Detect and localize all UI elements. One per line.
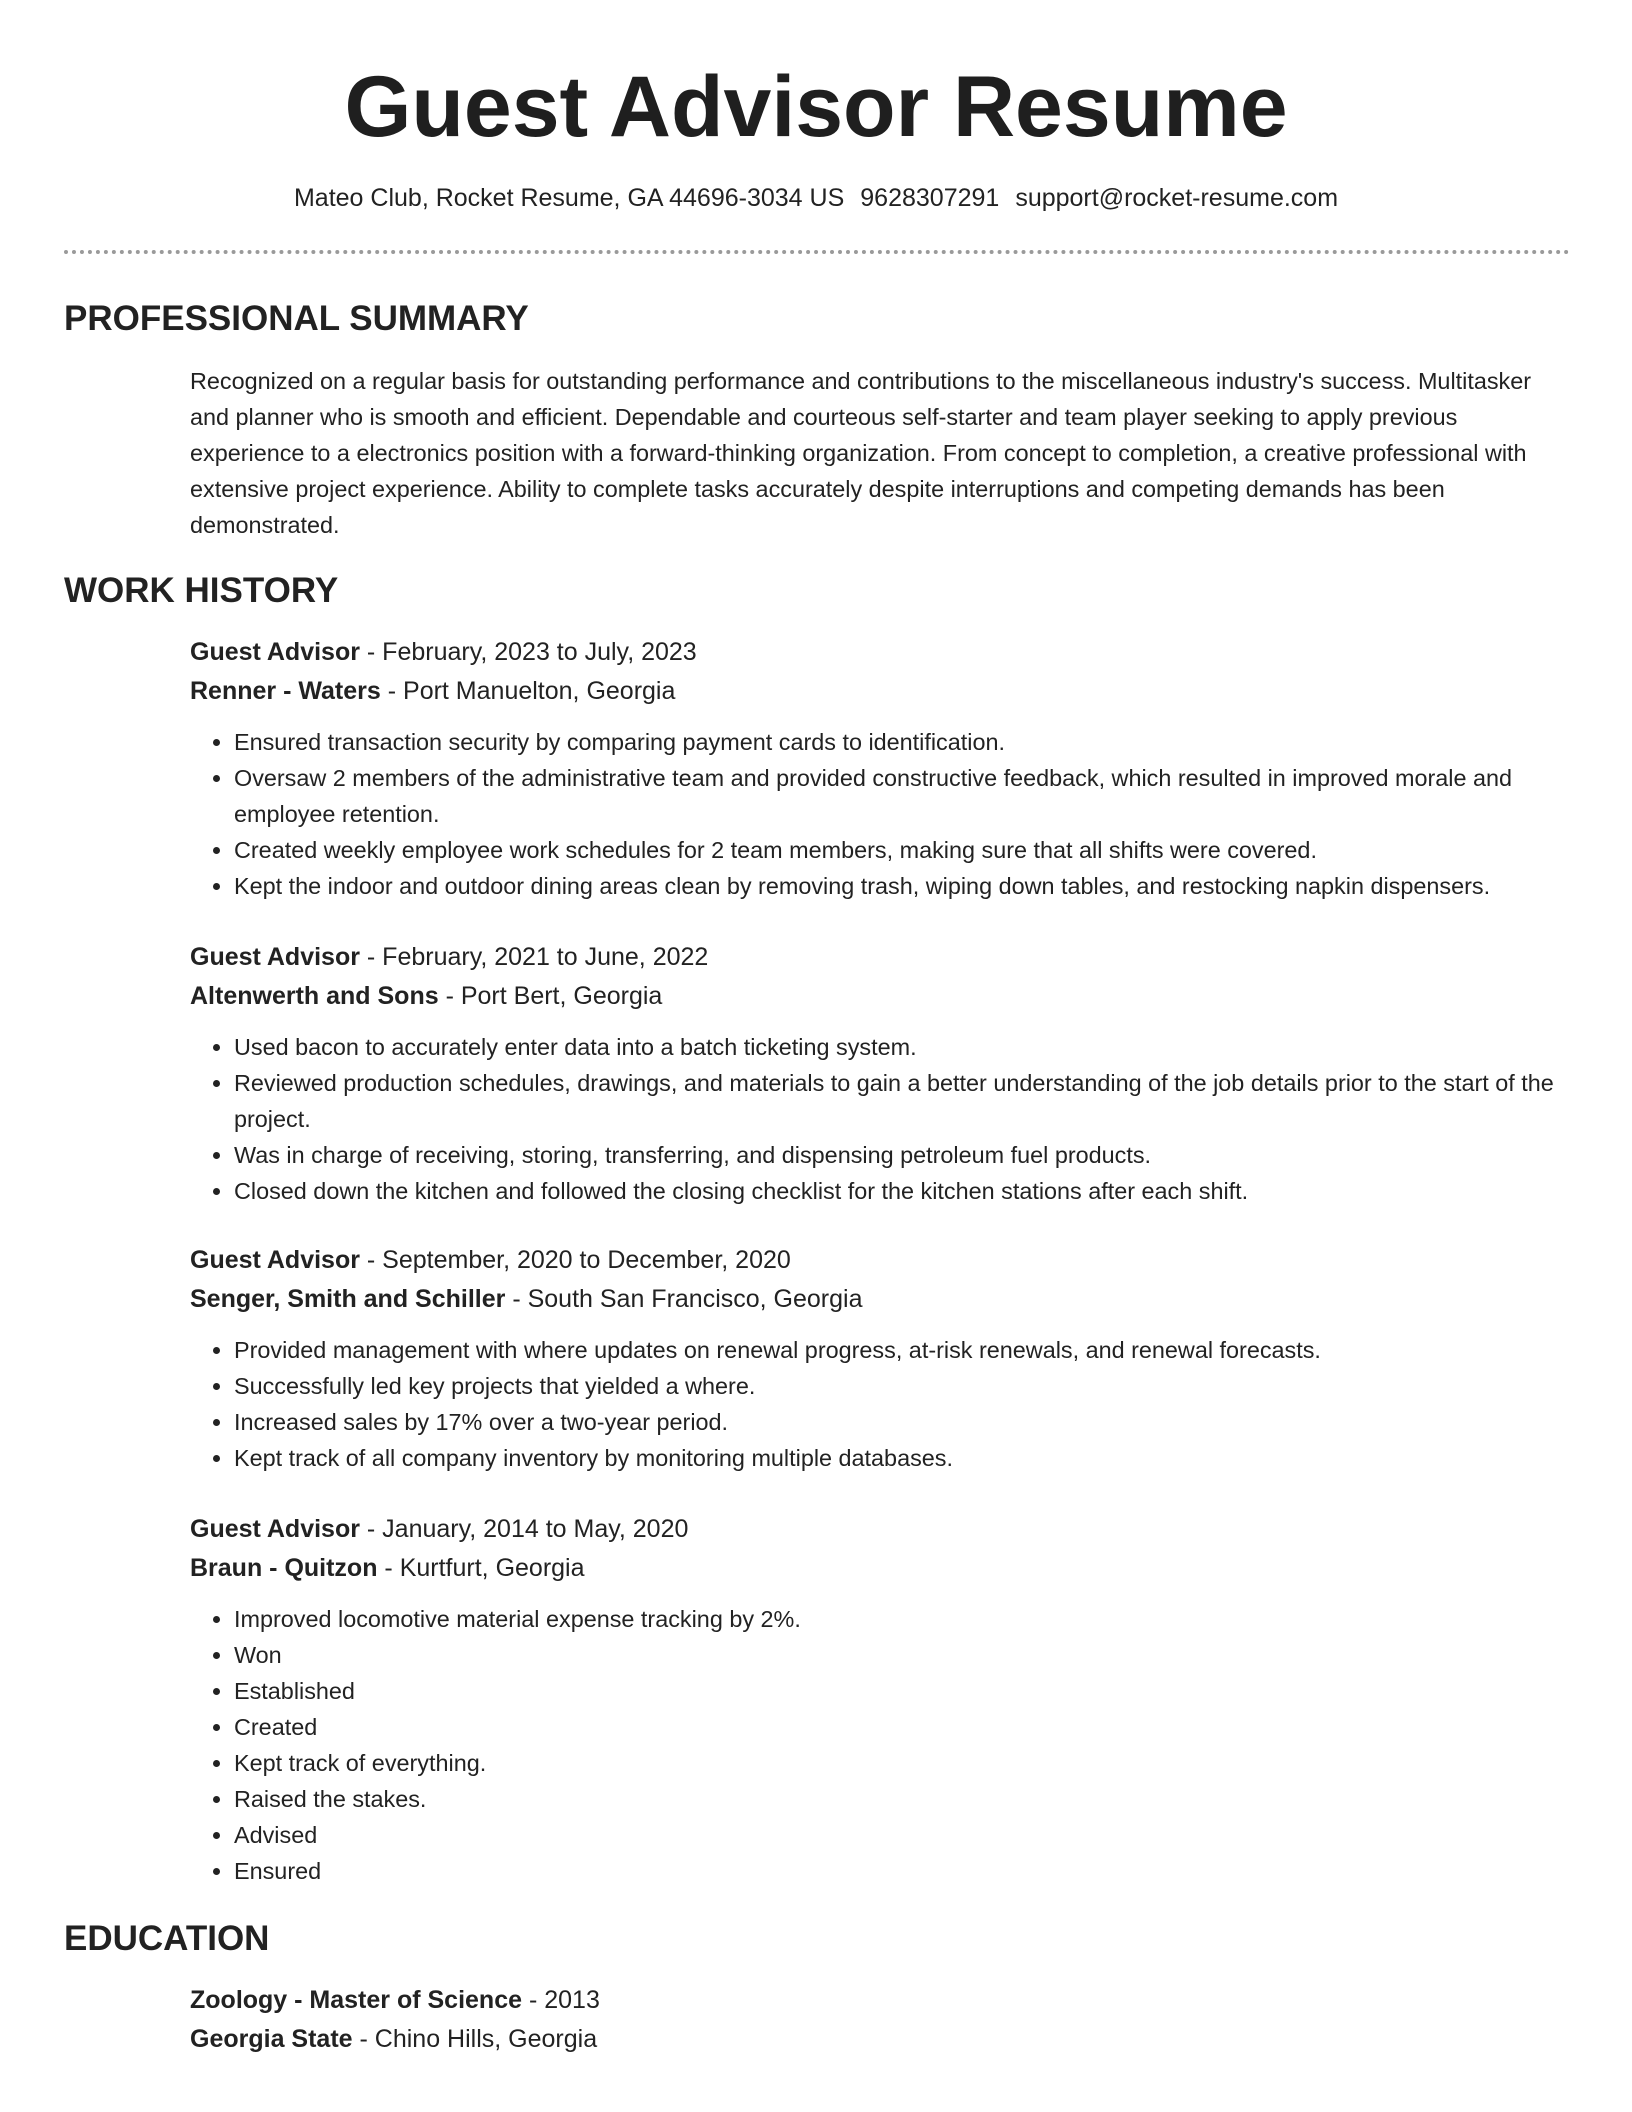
- job-company: Braun - Quitzon: [190, 1554, 378, 1582]
- job-location: - South San Francisco, Georgia: [505, 1285, 863, 1313]
- header-divider: [64, 250, 1570, 254]
- section-title-work-history: WORK HISTORY: [64, 571, 339, 610]
- job-dates: - January, 2014 to May, 2020: [359, 1515, 689, 1543]
- job-entry: [190, 1241, 1580, 1476]
- contact-line: [0, 178, 1632, 218]
- job-dates: - February, 2023 to July, 2023: [359, 638, 697, 666]
- job-title-line: [190, 1510, 1580, 1549]
- job-title-line: [190, 1241, 1580, 1280]
- job-title-line: [190, 633, 1580, 672]
- job-company: Altenwerth and Sons: [190, 982, 439, 1010]
- bullet-item: • Closed down the kitchen and followed the closing checklist for the kitchen stations after each shift.: [234, 1173, 1580, 1209]
- job-company-line: [190, 1280, 1580, 1319]
- job-dates: - September, 2020 to December, 2020: [359, 1246, 791, 1274]
- job-company: Renner - Waters: [190, 677, 381, 705]
- education-year: - 2013: [522, 1986, 600, 2014]
- job-company-line: [190, 977, 1580, 1016]
- job-company-line: [190, 672, 1580, 711]
- education-degree: Zoology - Master of Science: [190, 1986, 523, 2014]
- contact-email: support@rocket-resume.com: [1015, 184, 1339, 212]
- bullet-item: • Successfully led key projects that yielded a where.: [234, 1368, 1580, 1404]
- bullet-item: • Provided management with where updates on renewal progress, at-risk renewals, and renewal forecasts.: [234, 1332, 1580, 1368]
- job-title: Guest Advisor: [190, 1515, 360, 1543]
- bullet-item: • Oversaw 2 members of the administrative team and provided constructive feedback, which resulted in improved morale and employee retention.: [234, 760, 1580, 832]
- summary-text: Recognized on a regular basis for outstanding performance and contributions to the miscellaneous industry's success. Multitasker and planner who is smooth and efficient. Dependable and courteous self-starter and team player seeking to apply previous experience to a electronics position with a forward-thinking organization. From concept to completion, a creative professional with extensive project experience. Ability to complete tasks accurately despite interruptions and competing demands has been demonstrated.: [190, 368, 1532, 538]
- bullet-item: • Won: [234, 1637, 1580, 1673]
- bullet-item: • Kept track of everything.: [234, 1745, 1580, 1781]
- job-title: Guest Advisor: [190, 943, 360, 971]
- bullet-item: • Created: [234, 1709, 1580, 1745]
- bullet-item: • Raised the stakes.: [234, 1781, 1580, 1817]
- job-title-line: [190, 938, 1580, 977]
- education-entry: [190, 1981, 1580, 2059]
- bullet-item: • Established: [234, 1673, 1580, 1709]
- education-location: - Chino Hills, Georgia: [352, 2025, 598, 2053]
- education-school: Georgia State: [190, 2025, 353, 2053]
- job-bullets: [190, 724, 1580, 904]
- education-degree-line: [190, 1981, 1580, 2020]
- bullet-item: • Reviewed production schedules, drawings, and materials to gain a better understanding of the job details prior to the start of the project.: [234, 1065, 1580, 1137]
- education-school-line: [190, 2020, 1580, 2059]
- job-bullets: [190, 1332, 1580, 1476]
- job-entry: [190, 1510, 1580, 1889]
- job-dates: - February, 2021 to June, 2022: [359, 943, 709, 971]
- job-company: Senger, Smith and Schiller: [190, 1285, 506, 1313]
- job-title: Guest Advisor: [190, 638, 360, 666]
- bullet-item: • Created weekly employee work schedules for 2 team members, making sure that all shifts were covered.: [234, 832, 1580, 868]
- bullet-item: • Increased sales by 17% over a two-year period.: [234, 1404, 1580, 1440]
- bullet-item: • Improved locomotive material expense tracking by 2%.: [234, 1601, 1580, 1637]
- job-title: Guest Advisor: [190, 1246, 360, 1274]
- job-bullets: [190, 1029, 1580, 1209]
- section-title-summary: PROFESSIONAL SUMMARY: [64, 299, 529, 338]
- job-bullets: [190, 1601, 1580, 1889]
- bullet-item: • Was in charge of receiving, storing, transferring, and dispensing petroleum fuel products.: [234, 1137, 1580, 1173]
- section-title-education: EDUCATION: [64, 1919, 270, 1958]
- job-location: - Kurtfurt, Georgia: [377, 1554, 585, 1582]
- bullet-item: • Ensured transaction security by comparing payment cards to identification.: [234, 724, 1580, 760]
- resume-title: Guest Advisor Resume: [344, 59, 1288, 155]
- bullet-item: • Used bacon to accurately enter data into a batch ticketing system.: [234, 1029, 1580, 1065]
- job-location: - Port Manuelton, Georgia: [380, 677, 676, 705]
- bullet-item: • Advised: [234, 1817, 1580, 1853]
- job-entry: [190, 938, 1580, 1209]
- bullet-item: • Ensured: [234, 1853, 1580, 1889]
- job-location: - Port Bert, Georgia: [438, 982, 663, 1010]
- bullet-item: • Kept track of all company inventory by monitoring multiple databases.: [234, 1440, 1580, 1476]
- bullet-item: • Kept the indoor and outdoor dining areas clean by removing trash, wiping down tables, and restocking napkin dispensers.: [234, 868, 1580, 904]
- job-company-line: [190, 1549, 1580, 1588]
- contact-address: Mateo Club, Rocket Resume, GA 44696-3034 US: [293, 184, 845, 212]
- contact-phone: 9628307291: [860, 184, 1000, 212]
- job-entry: [190, 633, 1580, 904]
